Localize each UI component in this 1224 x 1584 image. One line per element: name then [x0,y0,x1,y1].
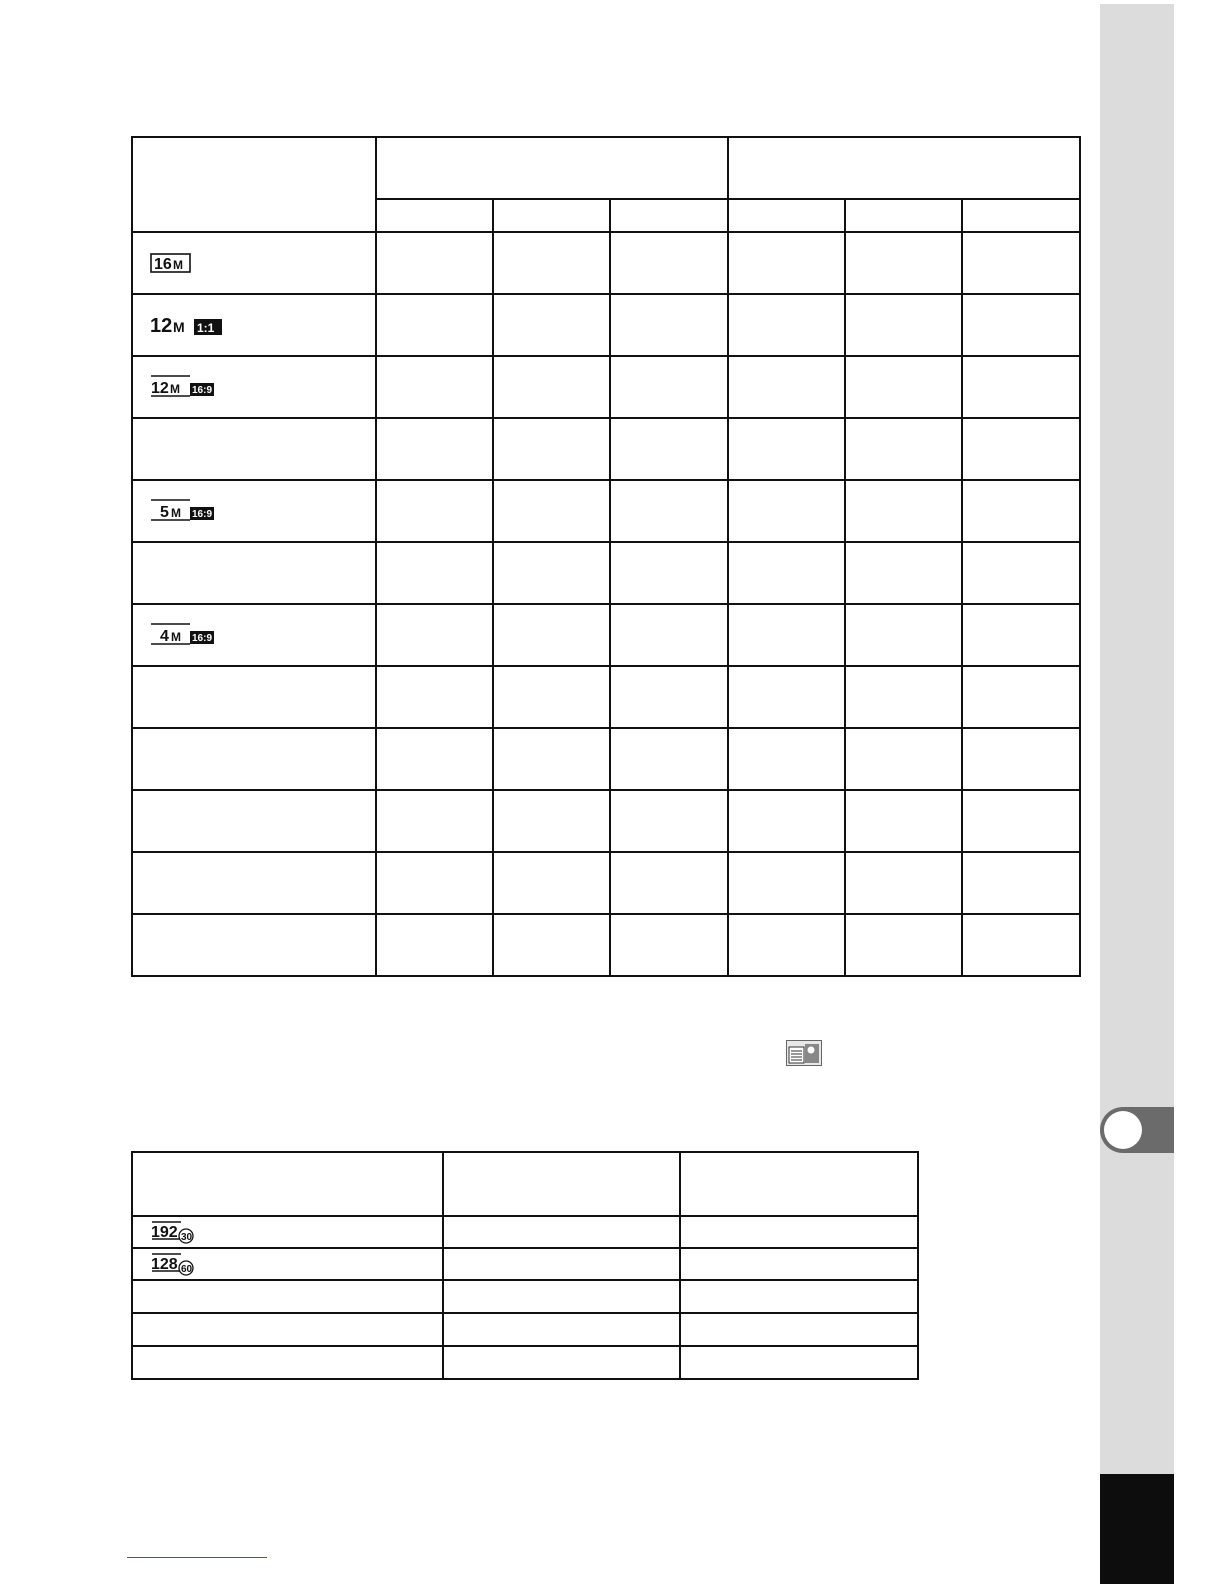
svg-text:128: 128 [151,1256,178,1273]
recorded-pixels-cell [132,1313,443,1346]
table-row [132,1248,918,1280]
table-row [132,728,1080,790]
table-row [132,790,1080,852]
subheader-cell [845,199,963,232]
pixel-size-cell [132,852,376,914]
menu-icon [786,1040,822,1071]
header-group-cell [376,137,728,199]
table-row [132,294,1080,356]
svg-text:12: 12 [150,315,173,337]
header-cell [132,1152,443,1216]
subheader-cell [610,199,728,232]
table-row [132,542,1080,604]
subheader-cell [493,199,610,232]
header-cell [132,137,376,232]
svg-text:192: 192 [151,1224,178,1241]
table-row [132,852,1080,914]
1920-30fps-icon [151,1220,197,1244]
pixel-size-cell [132,914,376,976]
4m-16-9-icon [150,622,220,648]
table-row [132,480,1080,542]
link-underline[interactable] [127,1557,267,1558]
svg-text:30: 30 [181,1232,193,1243]
header-cell [443,1152,679,1216]
svg-text:16:9: 16:9 [192,633,213,644]
5m-16-9-icon [150,498,220,524]
pixel-size-cell [132,356,376,418]
table-row [132,604,1080,666]
table-row [132,1216,918,1248]
table-row [132,232,1080,294]
side-tab [1100,4,1174,1584]
svg-text:4: 4 [160,628,169,645]
svg-text:M: M [171,506,181,520]
svg-text:16:9: 16:9 [192,385,213,396]
recorded-pixels-cell [132,1248,443,1280]
svg-text:1:1: 1:1 [197,321,215,335]
pixel-size-cell [132,542,376,604]
subheader-cell [728,199,845,232]
12m-1-1-icon [150,313,226,337]
subheader-cell [962,199,1080,232]
svg-text:M: M [173,319,185,335]
table-row [132,418,1080,480]
1280-60fps-icon [151,1252,197,1276]
table-row [132,1313,918,1346]
pixel-size-cell [132,604,376,666]
svg-text:16:9: 16:9 [192,509,213,520]
pixel-size-cell [132,418,376,480]
svg-text:16: 16 [154,256,172,273]
pixel-size-cell [132,480,376,542]
svg-text:12: 12 [151,380,169,397]
16m-icon [150,252,194,274]
svg-text:M: M [173,258,183,272]
table-row [132,914,1080,976]
pixel-size-cell [132,728,376,790]
svg-text:M: M [171,630,181,644]
page-number-block [1100,1474,1174,1584]
chapter-number-circle [1104,1111,1142,1149]
subheader-cell [376,199,494,232]
movie-table [131,1151,919,1380]
pixel-size-cell [132,790,376,852]
table-row [132,356,1080,418]
12m-16-9-icon [150,374,220,400]
table-row [132,1346,918,1379]
chapter-tab [1100,1107,1174,1153]
header-group-cell [728,137,1080,199]
svg-text:5: 5 [160,504,169,521]
svg-text:M: M [170,382,180,396]
pixel-size-cell [132,232,376,294]
svg-text:60: 60 [181,1264,193,1275]
still-image-table [131,136,1081,977]
pixel-size-cell [132,666,376,728]
header-cell [680,1152,918,1216]
pixel-size-cell [132,294,376,356]
table-row [132,666,1080,728]
recorded-pixels-cell [132,1280,443,1313]
recorded-pixels-cell [132,1216,443,1248]
recorded-pixels-cell [132,1346,443,1379]
table-row [132,1280,918,1313]
